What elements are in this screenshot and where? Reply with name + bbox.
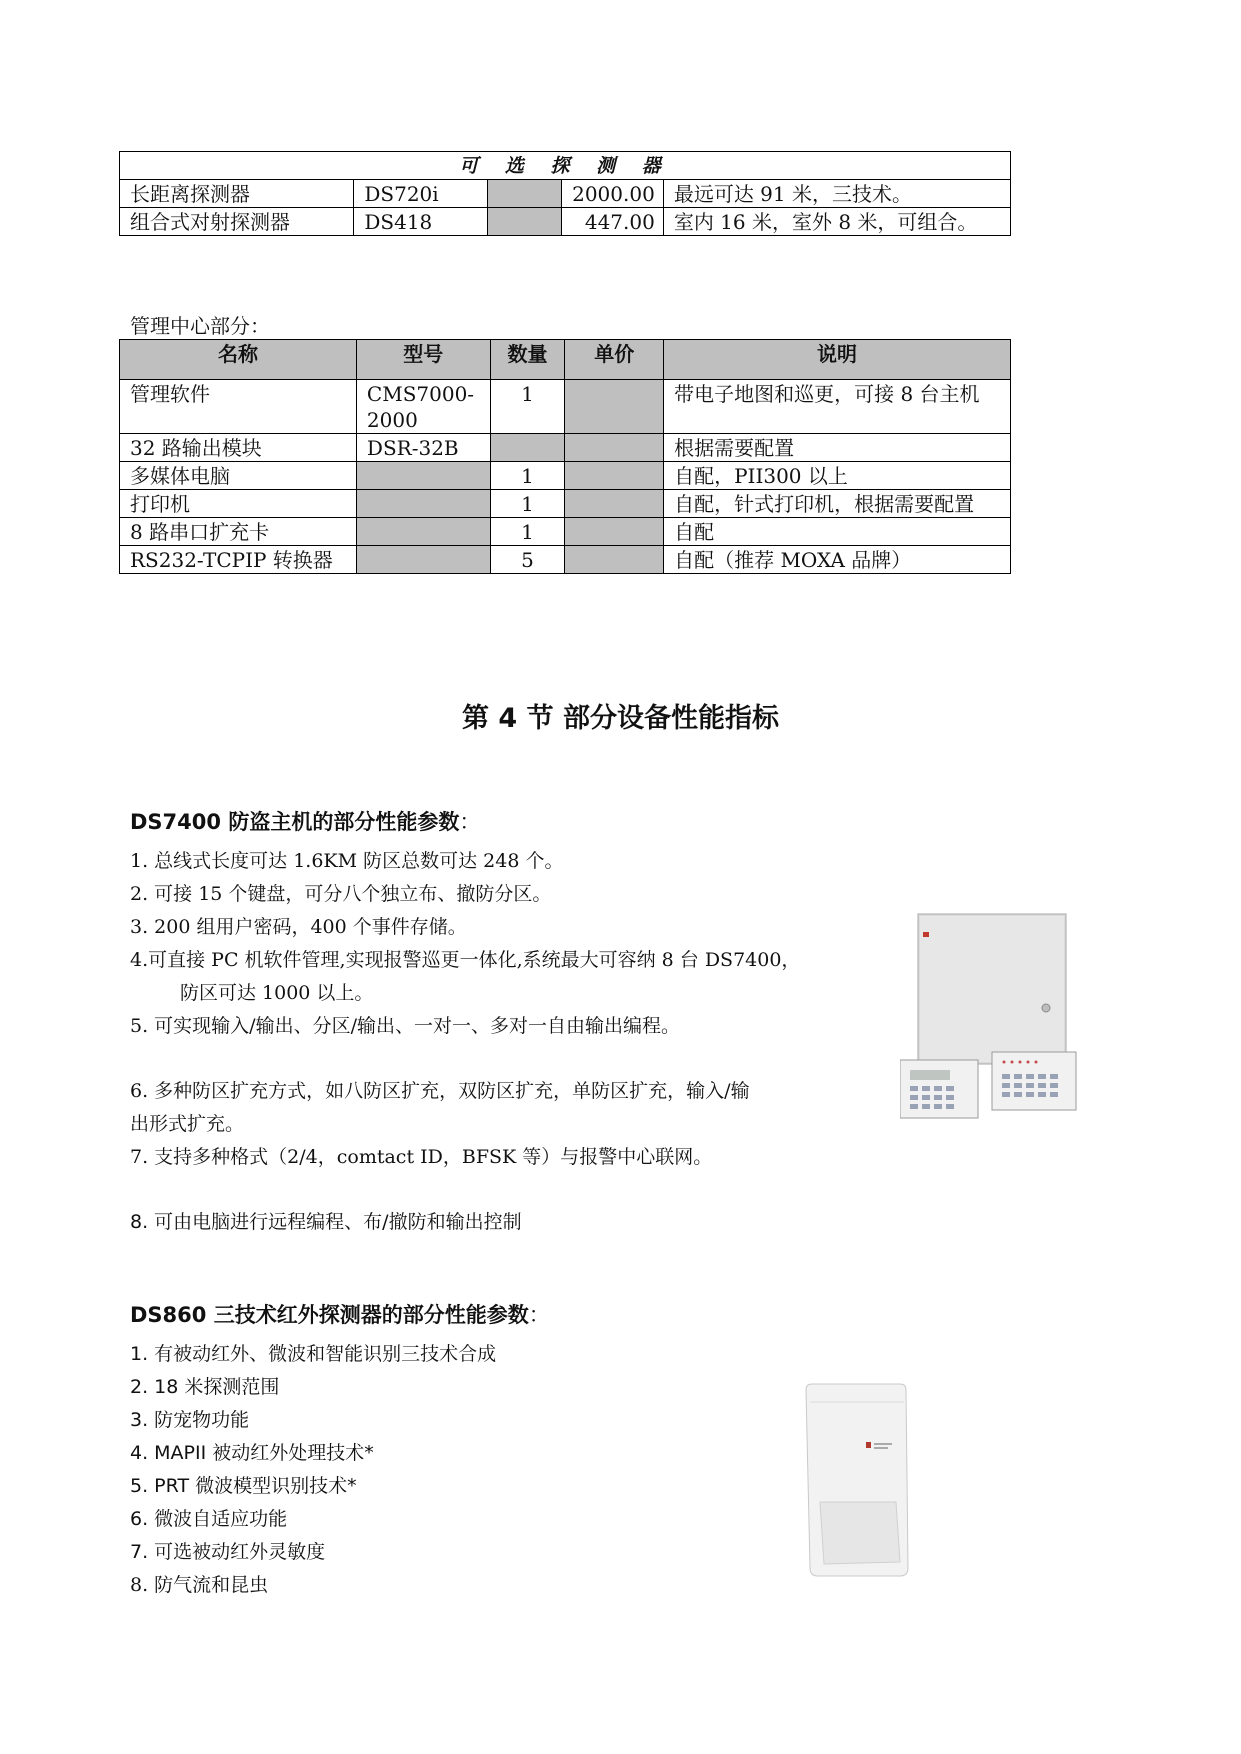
cell-name: 打印机 (120, 490, 357, 518)
ds860-item: 2. 18 米探测范围 (130, 1376, 280, 1398)
ds860-item: 7. 可选被动红外灵敏度 (130, 1541, 326, 1563)
table-row (120, 462, 1011, 490)
cell-name: 组合式对射探测器 (120, 208, 354, 236)
ds7400-heading (130, 806, 480, 836)
cell-qty (487, 208, 561, 236)
cell-note: 室内 16 米，室外 8 米，可组合。 (663, 208, 1010, 236)
table-row (120, 180, 1011, 208)
ds7400-item: 8. 可由电脑进行远程编程、布/撤防和输出控制 (130, 1211, 522, 1233)
table-row (120, 208, 1011, 236)
cell-price (565, 490, 664, 518)
cell-price: 2000.00 (562, 180, 664, 208)
ds7400-item: 4.可直接 PC 机软件管理,实现报警巡更一体化,系统最大可容纳 8 台 DS7400， (130, 949, 801, 971)
cell-model (356, 462, 490, 490)
ds7400-heading-text: DS7400 防盗主机的部分性能参数 (130, 810, 460, 834)
cell-name: 32 路输出模块 (120, 434, 357, 462)
cell-model (356, 546, 490, 574)
heading-colon: ： (528, 1303, 550, 1327)
header-note: 说明 (664, 340, 1011, 380)
ds7400-item: 7. 支持多种格式（2/4，comtact ID，BFSK 等）与报警中心联网。 (130, 1146, 713, 1168)
cell-name: 管理软件 (120, 380, 357, 434)
ds860-item: 4. MAPII 被动红外处理技术* (130, 1442, 374, 1464)
cell-qty (487, 180, 561, 208)
ds7400-item: 1. 总线式长度可达 1.6KM 防区总数可达 248 个。 (130, 850, 564, 872)
cell-note: 自配，针式打印机，根据需要配置 (664, 490, 1011, 518)
table-row (120, 434, 1011, 462)
ds860-item: 1. 有被动红外、微波和智能识别三技术合成 (130, 1343, 497, 1365)
cell-qty: 1 (490, 518, 565, 546)
cell-price (565, 518, 664, 546)
ds7400-item: 防区可达 1000 以上。 (180, 982, 374, 1004)
cell-qty: 1 (490, 490, 565, 518)
cell-name: RS232-TCPIP 转换器 (120, 546, 357, 574)
cell-note: 自配（推荐 MOXA 品牌） (664, 546, 1011, 574)
ds7400-item: 3. 200 组用户密码，400 个事件存储。 (130, 916, 467, 938)
ds7400-item: 6. 多种防区扩充方式，如八防区扩充，双防区扩充，单防区扩充，输入/输 (130, 1080, 750, 1102)
ds860-detector-image (796, 1382, 916, 1578)
ds860-heading-text: DS860 三技术红外探测器的部分性能参数 (130, 1303, 529, 1327)
cell-note: 自配，PII300 以上 (664, 462, 1011, 490)
header-price: 单价 (565, 340, 664, 380)
cell-model: DSR-32B (356, 434, 490, 462)
cell-price (565, 380, 664, 434)
ds7400-item: 出形式扩充。 (130, 1113, 245, 1135)
cell-name: 长距离探测器 (120, 180, 354, 208)
cell-note: 最远可达 91 米，三技术。 (663, 180, 1010, 208)
optional-detectors-table (119, 151, 1011, 236)
cell-model: DS418 (354, 208, 487, 236)
cell-name: 8 路串口扩充卡 (120, 518, 357, 546)
cell-price (565, 434, 664, 462)
ds860-item: 8. 防气流和昆虫 (130, 1574, 269, 1596)
header-model: 型号 (356, 340, 490, 380)
cell-model (356, 518, 490, 546)
table-row (120, 380, 1011, 434)
cell-model: DS720i (354, 180, 487, 208)
ds7400-item: 2. 可接 15 个键盘，可分八个独立布、撤防分区。 (130, 883, 552, 905)
cell-name: 多媒体电脑 (120, 462, 357, 490)
cell-note: 带电子地图和巡更，可接 8 台主机 (664, 380, 1011, 434)
ds7400-panel-image (900, 912, 1080, 1128)
cell-qty: 1 (490, 380, 565, 434)
ds860-item: 6. 微波自适应功能 (130, 1508, 288, 1530)
ds7400-item: 5. 可实现输入/输出、分区/输出、一对一、多对一自由输出编程。 (130, 1015, 680, 1037)
mgmt-label: 管理中心部分： (130, 314, 270, 338)
table-row (120, 546, 1011, 574)
table-caption: 可 选 探 测 器 (120, 152, 1011, 180)
cell-price: 447.00 (562, 208, 664, 236)
table-header-row (120, 340, 1011, 380)
cell-price (565, 546, 664, 574)
cell-qty: 1 (490, 462, 565, 490)
table-row (120, 518, 1011, 546)
mgmt-table (119, 339, 1011, 574)
header-qty: 数量 (490, 340, 565, 380)
cell-note: 自配 (664, 518, 1011, 546)
table-row (120, 490, 1011, 518)
cell-qty: 5 (490, 546, 565, 574)
cell-model (356, 490, 490, 518)
cell-qty (490, 434, 565, 462)
section-title: 第 4 节 部分设备性能指标 (462, 703, 779, 734)
heading-colon: ： (459, 810, 481, 834)
cell-price (565, 462, 664, 490)
ds860-item: 5. PRT 微波模型识别技术* (130, 1475, 357, 1497)
cell-model: CMS7000-2000 (356, 380, 490, 434)
header-name: 名称 (120, 340, 357, 380)
ds860-item: 3. 防宠物功能 (130, 1409, 250, 1431)
ds860-heading (130, 1299, 550, 1329)
cell-note: 根据需要配置 (664, 434, 1011, 462)
